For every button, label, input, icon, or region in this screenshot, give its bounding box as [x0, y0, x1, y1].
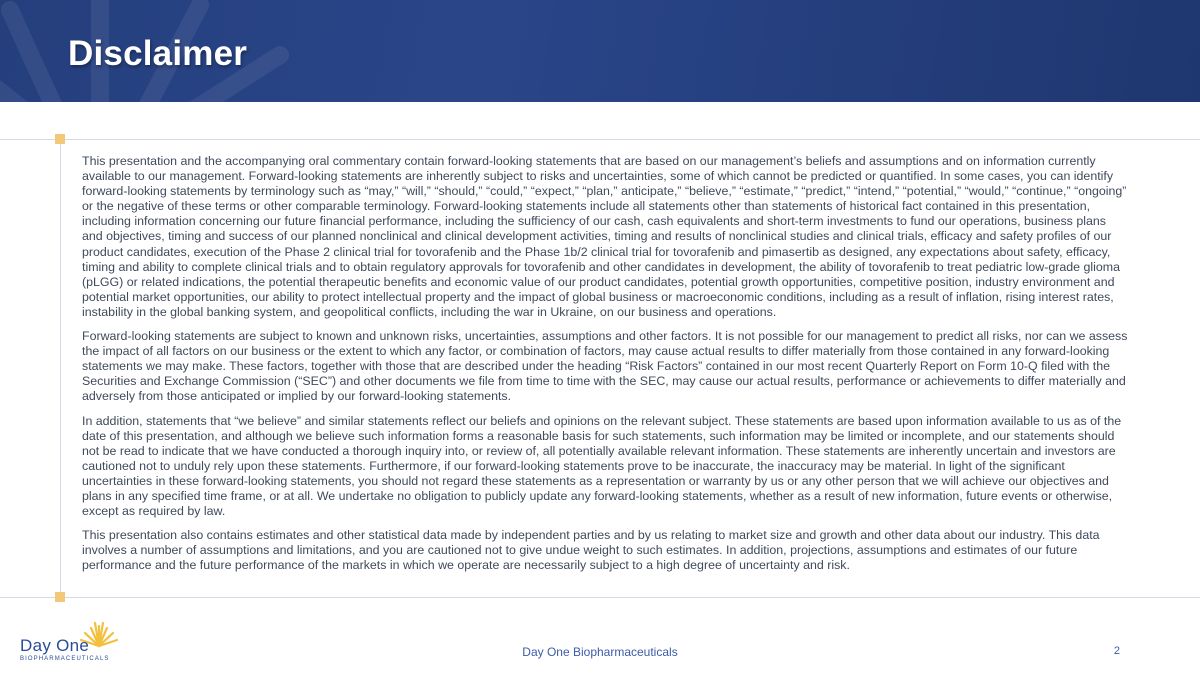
disclaimer-body — [82, 154, 1130, 582]
bottom-accent-marker — [55, 592, 65, 602]
footer-company-name: Day One Biopharmaceuticals — [522, 645, 678, 659]
header-banner — [0, 0, 1200, 102]
logo-wordmark: Day One — [20, 636, 90, 655]
disclaimer-paragraph: This presentation also contains estimates and other statistical data made by independent parties and by us relating to market size and growth and other data about our industry. This data involves a number of assumptions and limitations, and you are cautioned not to give undue weight to such estimates. In addition, projections, assumptions and estimates of our future performance and the future performance of the markets in which we operate are necessarily subject to a high degree of uncertainty and risk. — [82, 528, 1100, 573]
left-rule — [60, 140, 61, 598]
bottom-divider — [0, 597, 1200, 598]
page-title: Disclaimer — [68, 34, 248, 73]
top-accent-marker — [55, 134, 65, 144]
disclaimer-paragraph: This presentation and the accompanying oral commentary contain forward-looking statements that are based on our management’s beliefs and assumptions and on information currently available to our management. Forward-looking statements are inherently subject to risks and uncertainties, some of which cannot be predicted or quantified. In some cases, you can identify forward-looking statements by terminology such as “may,” “will,” “should,” “could,” “expect,” “plan,” anticipate,” “believe,” “estimate,” “predict,” “intend,” “potential,” “would,” “continue,” “ongoing” or the negative of these terms or other comparable terminology. Forward-looking statements include all statements other than statements of historical fact contained in this presentation, including information concerning our future financial performance, including the sufficiency of our cash, cash equivalents and short-term investments to fund our operations, business plans and objectives, timing and success of our planned nonclinical and clinical development activities, timing and results of nonclinical studies and clinical trials, efficacy and safety profiles of our product candidates, execution of the Phase 2 clinical trial for tovorafenib and the Phase 1b/2 clinical trial for tovorafenib and pimasertib as designed, any expectations about safety, efficacy, timing and ability to complete clinical trials and to obtain regulatory approvals for tovorafenib and other candidates in development, the ability of tovorafenib to treat pediatric low-grade glioma (pLGG) or related indications, the potential therapeutic benefits and economic value of our product candidates, potential growth opportunities, competitive position, industry environment and potential market opportunities, our ability to protect intellectual property and the impact of global business or macroeconomic conditions, including as a result of inflation, rising interest rates, instability in the global banking system, and geopolitical conflicts, including the war in Ukraine, on our business and operations. — [82, 154, 1127, 319]
company-logo — [18, 618, 118, 666]
disclaimer-paragraph: Forward-looking statements are subject to known and unknown risks, uncertainties, assumptions and other factors. It is not possible for our management to predict all risks, nor can we assess the impact of all factors on our business or the extent to which any factor, or combination of factors, may cause actual results to differ materially from those contained in any forward-looking statements we may make. These factors, together with those that are described under the heading “Risk Factors” contained in our most recent Quarterly Report on Form 10-Q filed with the Securities and Exchange Commission (“SEC”) and other documents we file from time to time with the SEC, may cause our actual results, performance or achievements to differ materially and adversely from those anticipated or implied by our forward-looking statements. — [82, 329, 1128, 404]
logo-subtitle: BIOPHARMACEUTICALS — [20, 656, 110, 662]
disclaimer-paragraph: In addition, statements that “we believe” and similar statements reflect our beliefs and opinions on the relevant subject. These statements are based upon information available to us as of the date of this presentation, and although we believe such information forms a reasonable basis for such statements, such information may be limited or incomplete, and our statements should not be read to indicate that we have conducted a thorough inquiry into, or review of, all potentially available relevant information. These statements are inherently uncertain and investors are cautioned not to unduly rely upon these statements. Furthermore, if our forward-looking statements prove to be inaccurate, the inaccuracy may be material. In light of the significant uncertainties in these forward-looking statements, you should not regard these statements as a representation or warranty by us or any other person that we will achieve our objectives and plans in any specified time frame, or at all. We undertake no obligation to publicly update any forward-looking statements, whether as a result of new information, future events or otherwise, except as required by law. — [82, 413, 1122, 519]
page-number: 2 — [1113, 645, 1120, 657]
top-divider — [0, 139, 1200, 140]
